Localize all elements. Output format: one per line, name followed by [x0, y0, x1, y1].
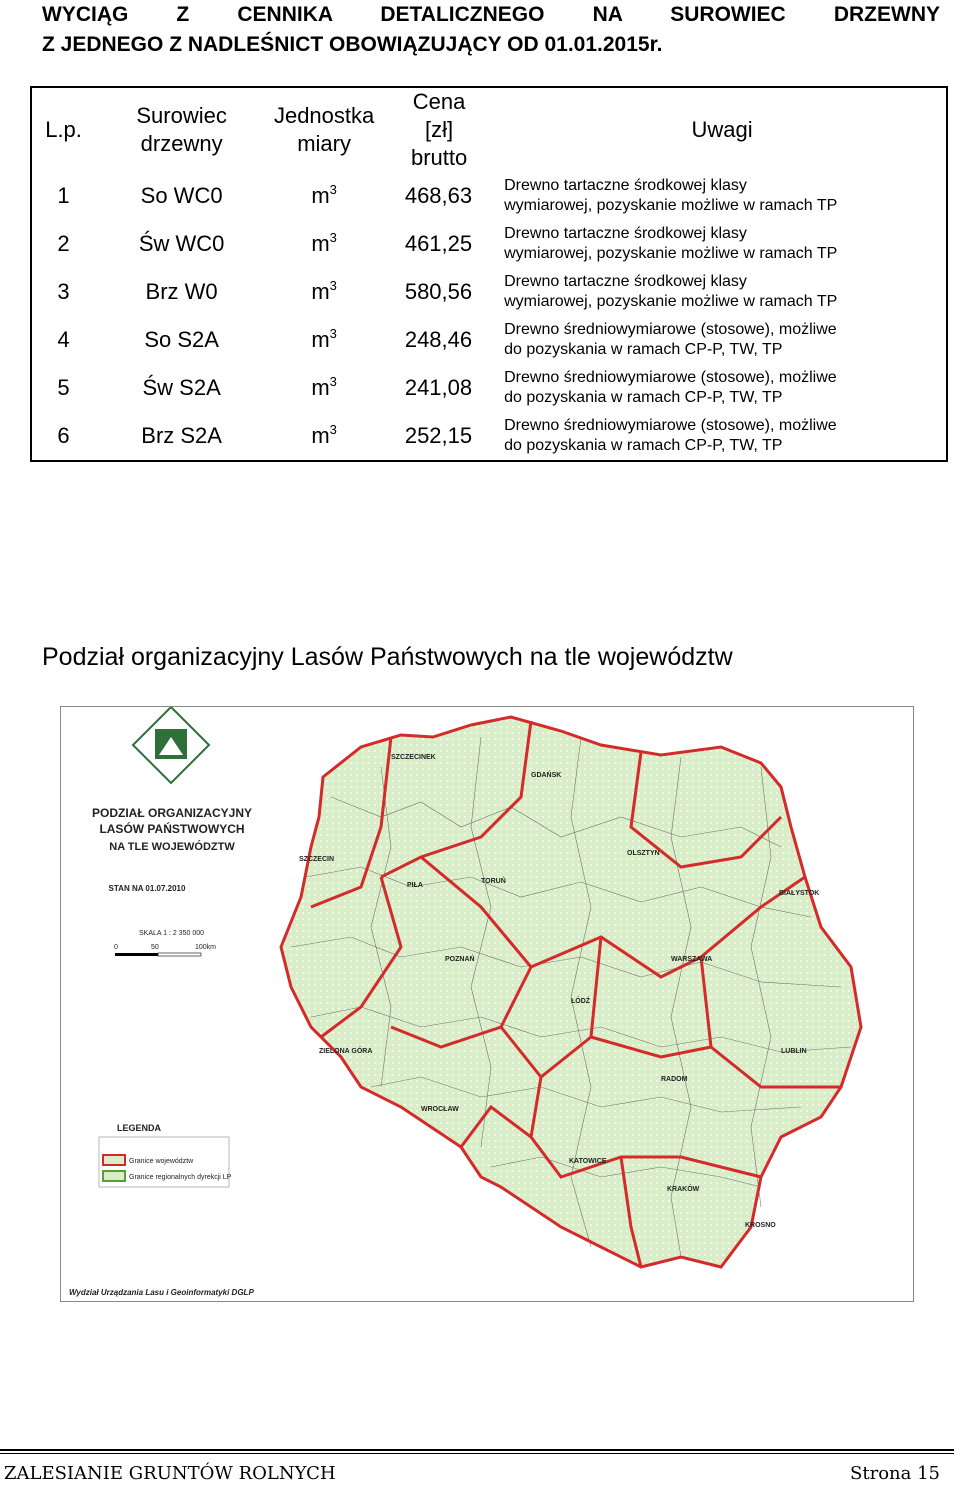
rdlp-label: WROCŁAW	[421, 1106, 459, 1113]
table-header-row	[31, 87, 947, 172]
rdlp-label: TORUŃ	[481, 878, 506, 885]
cell-surowiec: Św WC0	[138, 231, 225, 256]
cell-price: 252,15	[404, 423, 473, 448]
cell-surowiec: So WC0	[140, 183, 223, 208]
cell-note: Drewno średniowymiarowe (stosowe), możliwe do pozyskania w ramach CP-P, TW, TP	[504, 369, 837, 406]
table-row	[31, 364, 947, 412]
table-row	[31, 172, 947, 220]
cell-unit: $m^3$	[311, 230, 337, 256]
cell-price: 248,46	[404, 327, 473, 352]
rdlp-label: SZCZECIN	[299, 856, 334, 863]
map-status: STAN NA 01.07.2010	[108, 884, 186, 893]
cell-surowiec: Brz S2A	[141, 423, 222, 448]
legend-regional: Granice regionalnych dyrekcji LP	[129, 1174, 232, 1181]
table-row	[31, 220, 947, 268]
poland-outline	[281, 717, 861, 1267]
map-section-title: Podział organizacyjny Lasów Państwowych na tle województw	[42, 643, 733, 671]
footer-chapter: ZALESIANIE GRUNTÓW ROLNYCH	[4, 1463, 336, 1484]
forest-organization-map	[60, 706, 914, 1302]
rdlp-label: BIAŁYSTOK	[779, 890, 820, 897]
title-line-1: WYCIĄG Z CENNIKA DETALICZNEGO NA SUROWIEC DRZEWNY	[42, 3, 940, 26]
rdlp-label: KATOWICE	[569, 1158, 607, 1165]
price-table	[30, 86, 948, 462]
footer-rule	[0, 1449, 954, 1451]
rdlp-label: PIŁA	[407, 882, 423, 889]
map-credit: Wydział Urządzania Lasu i Geoinformatyki DGLP	[69, 1288, 254, 1297]
cell-surowiec: Św S2A	[142, 375, 221, 400]
map-heading-line-2: LASÓW PAŃSTWOWYCH	[99, 822, 245, 836]
cell-price: 461,25	[404, 231, 473, 256]
rdlp-label: OLSZTYN	[627, 850, 660, 857]
cell-note: Drewno średniowymiarowe (stosowe), możliwe do pozyskania w ramach CP-P, TW, TP	[504, 417, 837, 454]
cell-price: 580,56	[404, 279, 473, 304]
cell-note: Drewno średniowymiarowe (stosowe), możliwe do pozyskania w ramach CP-P, TW, TP	[504, 321, 837, 358]
rdlp-label: WARSZAWA	[671, 956, 713, 963]
cell-unit: $m^3$	[311, 182, 337, 208]
poland-map-svg	[61, 707, 913, 1301]
legend-voivodeship: Granice województw	[129, 1158, 194, 1165]
cell-note: Drewno tartaczne środkowej klasy wymiarowej, pozyskanie możliwe w ramach TP	[504, 273, 838, 310]
rdlp-label: ŁÓDŹ	[571, 998, 591, 1005]
map-heading-line-1: PODZIAŁ ORGANIZACYJNY	[91, 806, 253, 820]
header-uwagi: Uwagi	[691, 117, 753, 142]
cell-lp: 3	[57, 279, 70, 304]
rdlp-label: SZCZECINEK	[391, 754, 436, 761]
table-row	[31, 412, 947, 461]
rdlp-label: RADOM	[661, 1076, 688, 1083]
cell-lp: 1	[57, 183, 70, 208]
cell-price: 468,63	[404, 183, 473, 208]
document-title	[42, 0, 940, 60]
cell-lp: 6	[57, 423, 70, 448]
cell-price: 241,08	[404, 375, 473, 400]
legend-title: LEGENDA	[117, 1123, 162, 1133]
map-heading-line-3: NA TLE WOJEWÓDZTW	[109, 841, 235, 853]
cell-lp: 5	[57, 375, 70, 400]
map-heading	[92, 806, 252, 893]
scale-0: 0	[114, 944, 118, 951]
cell-note: Drewno tartaczne środkowej klasy wymiarowej, pozyskanie możliwe w ramach TP	[504, 177, 838, 214]
title-line-2: Z JEDNEGO Z NADLEŚNICT OBOWIĄZUJĄCY OD 01.01.2015r.	[42, 33, 663, 56]
map-legend	[99, 1123, 232, 1187]
rdlp-label: KRAKÓW	[667, 1186, 700, 1193]
header-jednostka: Jednostka miary	[273, 103, 375, 156]
cell-surowiec: So S2A	[144, 327, 219, 352]
header-surowiec: Surowiec drzewny	[136, 103, 227, 156]
table-row	[31, 316, 947, 364]
header-cena: Cena [zł] brutto	[410, 89, 468, 170]
scale-50: 50	[151, 944, 159, 951]
cell-unit: $m^3$	[311, 374, 337, 400]
cell-unit: $m^3$	[311, 422, 337, 448]
rdlp-label: LUBLIN	[781, 1048, 807, 1055]
scale-label: SKALA 1 : 2 350 000	[139, 930, 204, 937]
table-row	[31, 268, 947, 316]
cell-lp: 4	[57, 327, 70, 352]
rdlp-label: ZIELONA GÓRA	[319, 1048, 373, 1055]
rdlp-label: GDAŃSK	[531, 772, 562, 779]
footer-page-number: Strona 15	[850, 1463, 940, 1484]
rdlp-label: POZNAŃ	[445, 956, 475, 963]
header-lp: L.p.	[45, 117, 82, 142]
rdlp-label: KROSNO	[745, 1222, 776, 1229]
cell-lp: 2	[57, 231, 70, 256]
scale-100: 100km	[195, 944, 217, 951]
lp-logo-icon	[133, 707, 209, 783]
legend-swatch-voivodeship	[103, 1155, 125, 1165]
scale-bar	[114, 930, 216, 956]
cell-unit: $m^3$	[311, 278, 337, 304]
footer-rule	[0, 1453, 954, 1454]
cell-unit: $m^3$	[311, 326, 337, 352]
cell-surowiec: Brz W0	[145, 279, 218, 304]
cell-note: Drewno tartaczne środkowej klasy wymiarowej, pozyskanie możliwe w ramach TP	[504, 225, 838, 262]
legend-swatch-regional	[103, 1171, 125, 1181]
